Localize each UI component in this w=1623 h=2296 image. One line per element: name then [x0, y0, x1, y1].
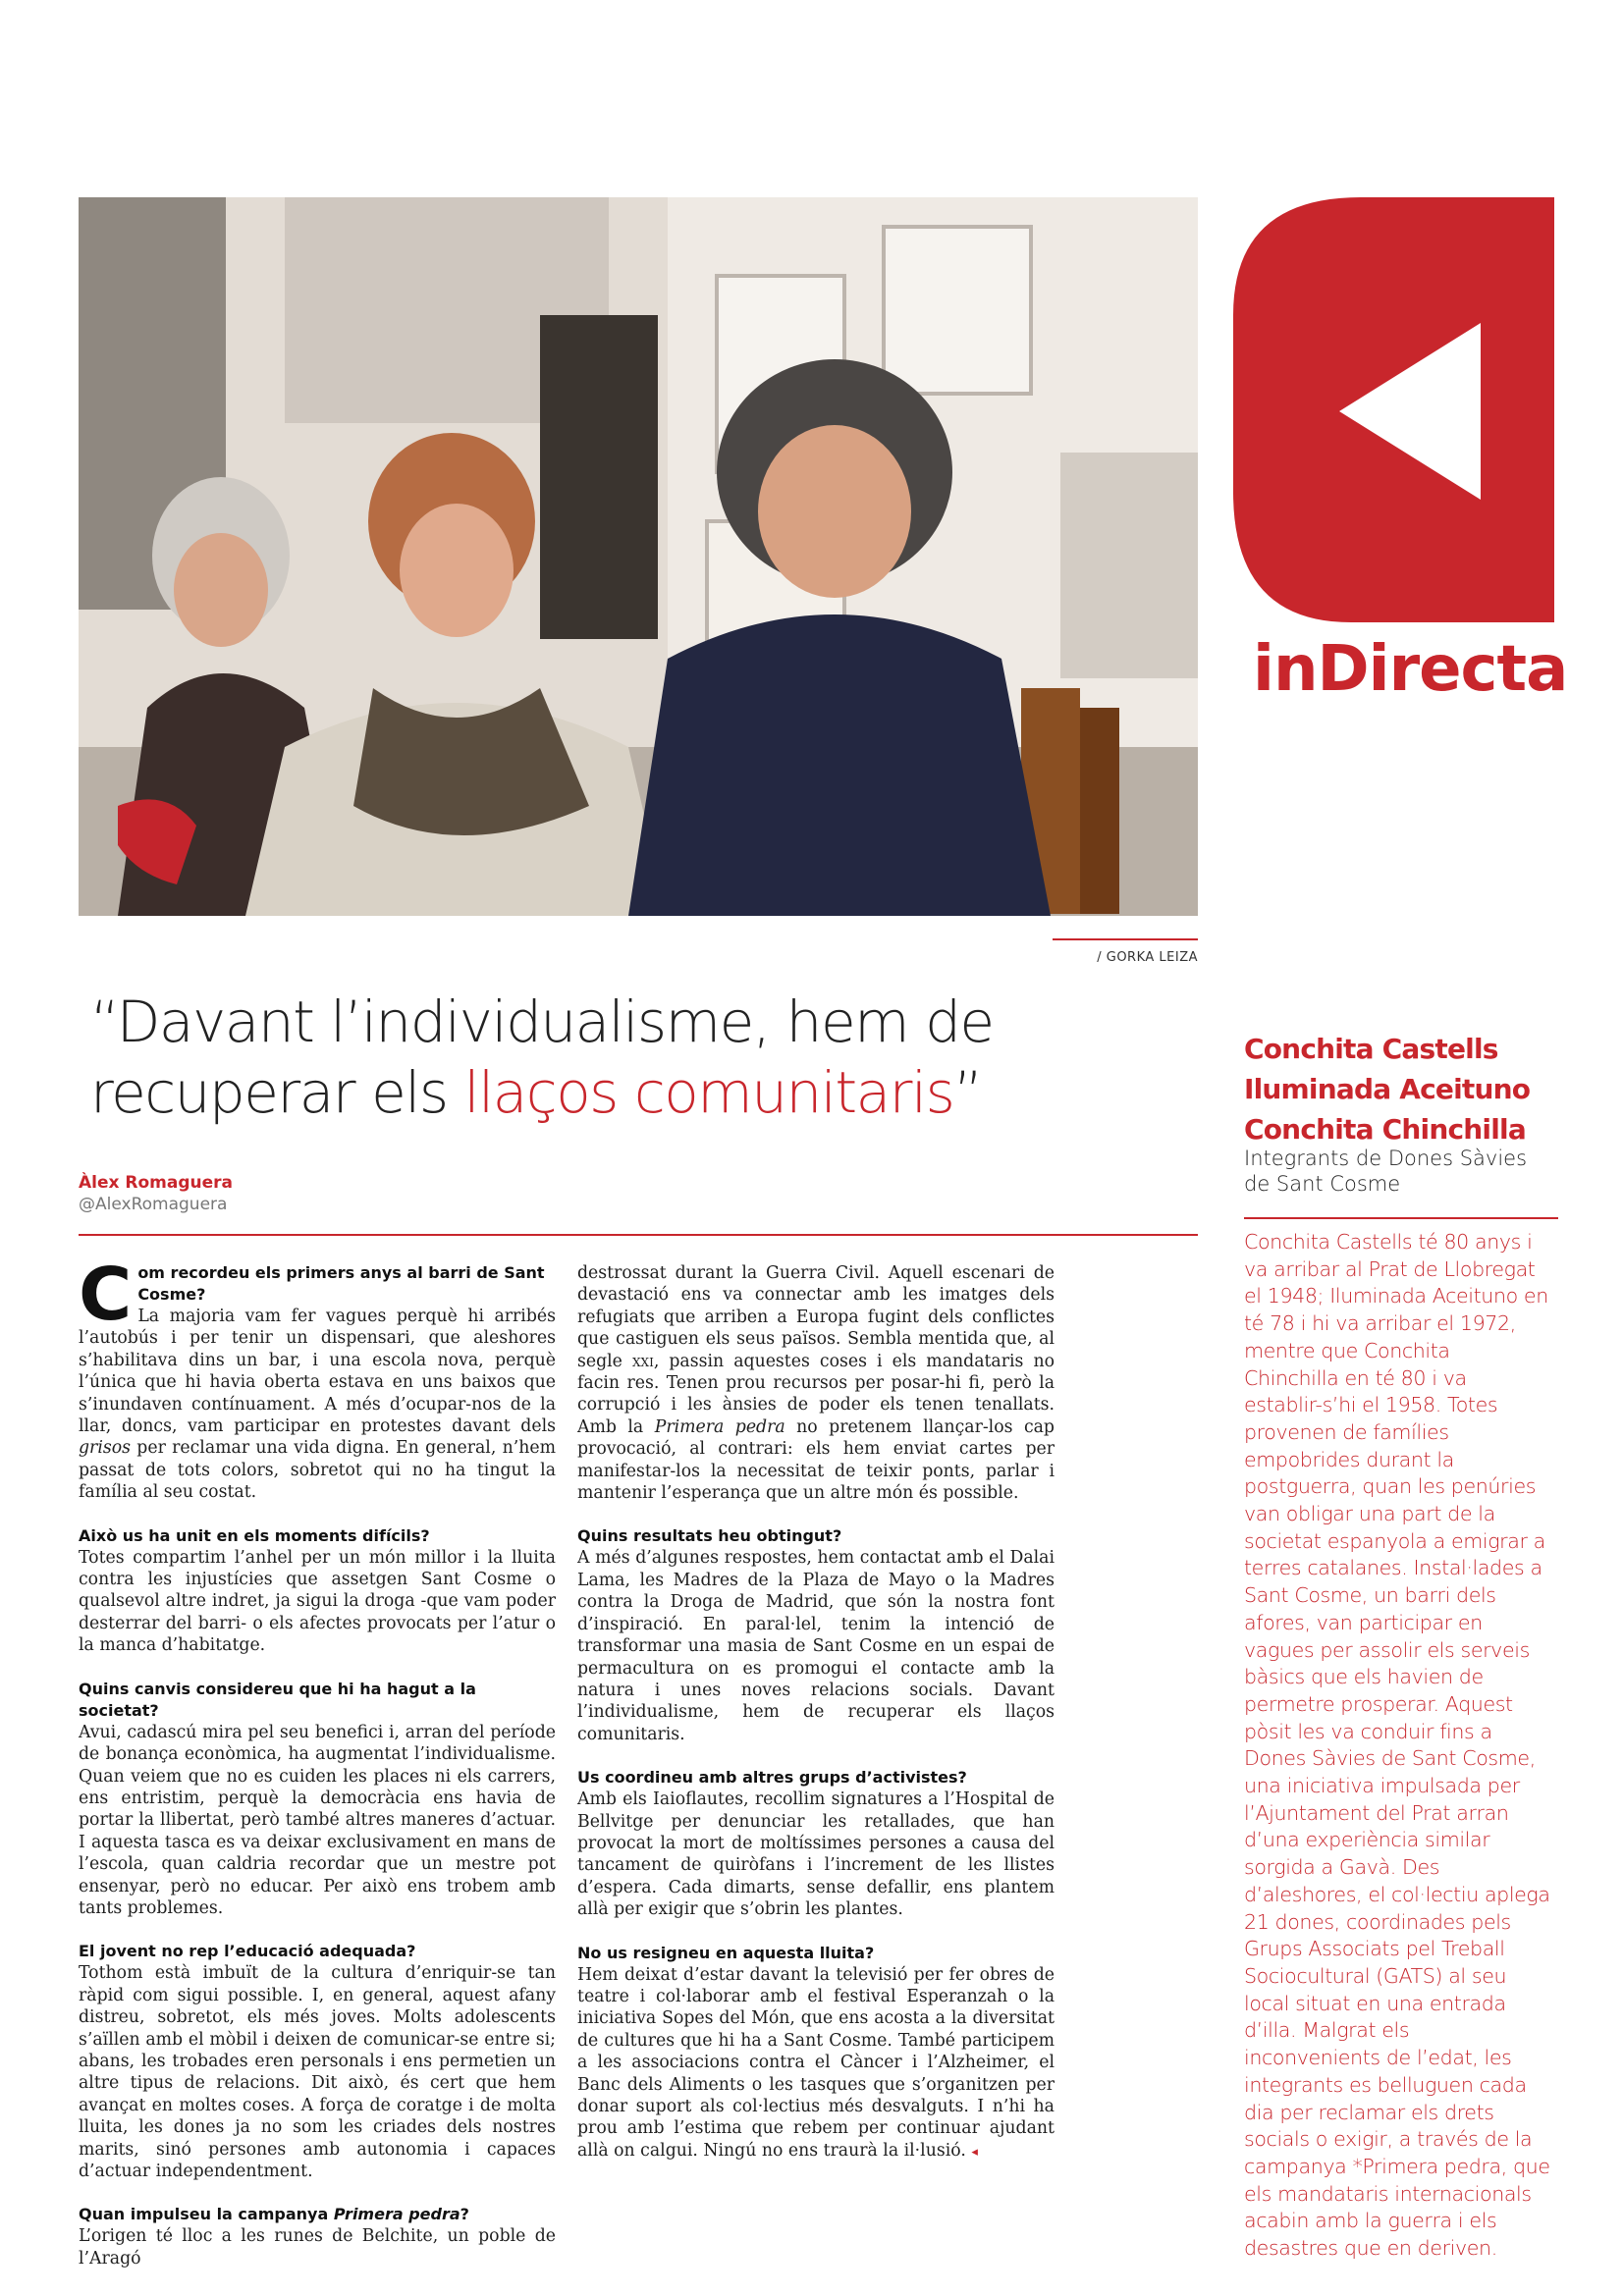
- article-photo: [79, 197, 1198, 916]
- answer-6: A més d’algunes respostes, hem contactat amb el Dalai Lama, les Madres de la Plaza de Mayo o la Madres contra la Droga de Madrid, que són la nostra font d’inspiració. En paral·lel, tenim la intenció de transformar una masia de Sant Cosme en un espai de permacultura on es promogui el contacte amb la natura i unes noves relacions socials. Davant l’individualisme, hem de recuperar els llaços comunitaris.: [577, 1548, 1055, 1744]
- question-1-text: om recordeu els primers anys al barri de Sant Cosme?: [137, 1263, 545, 1304]
- century-text: xxi: [631, 1351, 654, 1371]
- headline: [90, 987, 1072, 1128]
- question-3: Quins canvis considereu que hi ha hagut a la societat?: [79, 1679, 476, 1720]
- credit-rule: [1053, 938, 1198, 940]
- sidebar-name-1: Conchita Castells: [1244, 1033, 1498, 1065]
- headline-part2: ”: [953, 1059, 982, 1126]
- question-5: [79, 2204, 556, 2225]
- answer-4: Tothom està imbuït de la cultura d’enriquir-se tan ràpid com sigui possible. I, en general, aquest afany distreu, sobretot, els més joves. Molts adolescents s’aïllen amb el mòbil i deixen de comunicar-se entre si; abans, les trobades eren personals i ens permetien un altre tipus de relacions. Dit això, és cert que hem avançat en moltes coses. A força de coratge i de molta lluita, les dones ja no som les criades dels nostres marits, sinó persones amb autonomia i capaces d’actuar independentment.: [79, 1963, 556, 2181]
- photo-credit: / GORKA LEIZA: [1097, 950, 1198, 965]
- sidebar-name-2: Iluminada Aceituno: [1244, 1073, 1531, 1105]
- answer-1-end: per reclamar una vida digna. En general, n’hem passat de tots colors, sobretot qui no ha tingut la família al seu costat.: [79, 1438, 556, 1503]
- answer-2: Totes compartim l’anhel per un món millor i la lluita contra les injustícies que assetgen Sant Cosme o qualsevol altre indret, ja sigui la droga -que vam poder desterrar del barri- o els afectes provocats per l’atur o la manca d’habitatge.: [79, 1547, 556, 1656]
- question-5-italic: Primera pedra: [333, 2205, 460, 2224]
- answer-3: Avui, cadascú mira pel seu benefici i, arran del període de bonança econòmica, ha augmentat l’individualisme. Quan veiem que no es cuiden les places ni els carrers, ens entristim, perquè la democràcia ens havia de portar la llibertat, però també altres maneres d’actuar. I aquesta tasca es va deixar exclusivament en mans de l’escola, quan caldria recordar que un mestre pot ensenyar, però no educar. Per això ens trobem amb tants problemes.: [79, 1722, 556, 1918]
- drop-cap: C: [79, 1253, 133, 1337]
- answer-5-mid: , passin aquestes coses i els mandataris no facin res. Tenen prou recursos per posar-hi fi, però la corrupció i les ànsies de poder els tenen tenallats. Amb la: [577, 1351, 1055, 1437]
- question-6: Quins resultats heu obtingut?: [577, 1526, 842, 1546]
- question-8: No us resigneu en aquesta lluita?: [577, 1943, 875, 1962]
- answer-7: Amb els Iaioflautes, recollim signatures a l’Hospital de Bellvitge per denunciar les retallades, que han provocat la mort de moltíssimes persones a causa del tancament de quiròfans i l’increment de les llistes d’espera. Cada dimarts, sense defallir, ens plantem allà per exigir que s’obrin les plantes.: [577, 1789, 1055, 1920]
- question-1: [79, 1253, 556, 1337]
- answer-1-text: La majoria vam fer vagues perquè hi arribés l’autobús i per tenir un dispensari, que aleshores s’habilitava dins un bar, i una escola nova, perquè l’única que hi havia oberta estava en uns baixos que s’inundaven contínuament. A més d’ocupar-nos de la llar, doncs, vam participar en protestes davant dels: [79, 1307, 556, 1437]
- answer-5-italic: Primera pedra: [654, 1416, 785, 1437]
- article-column-2: [577, 1262, 1055, 2163]
- sidebar-rule: [1244, 1217, 1558, 1219]
- sidebar-subtitle: Integrants de Dones Sàvies de Sant Cosme: [1244, 1147, 1528, 1196]
- answer-1: [79, 1306, 556, 1504]
- answer-5-end: no pretenem llançar-los cap provocació, al contrari: els hem enviat cartes per manifestar-los la necessitat de teixir ponts, parlar i mantenir l’esperança que un altre món és possible.: [577, 1416, 1055, 1504]
- answer-8-text: Hem deixat d’estar davant la televisió per fer obres de teatre i col·laborar amb el festival Esperanzah o la iniciativa Sopes del Món, que ens acosta a la diversitat de cultures que hi ha a Sant Cosme. També participem a les associacions contra el Càncer i l’Alzheimer, el Banc dels Aliments o les tasques que s’organitzen per donar suport als col·lectius més desvalguts. I n’hi ha prou amb l’estima que rebem per continuar ajudant allà on calgui. Ningú no ens traurà la il·lusió.: [577, 1964, 1055, 2161]
- sidebar-bio: Conchita Castells té 80 anys i va arribar al Prat de Llobregat el 1948; Iluminada Aceituno en té 78 i hi va arribar el 1972, mentre que Conchita Chinchilla en té 80 i va establir-s’hi el 1958. Totes provenen de famílies empobrides durant la postguerra, quan les penúries van obligar una part de la societat espanyola a emigrar a terres catalanes. Instal·lades a Sant Cosme, un barri dels afores, van participar en vagues per assolir els serveis bàsics que els havien de permetre prosperar. Aquest pòsit les va conduir fins a Dones Sàvies de Sant Cosme, una iniciativa impulsada per l’Ajuntament del Prat arran d’una experiència similar sorgida a Gavà. Des d’aleshores, el col·lectiu aplega 21 dones, coordinades pels Grups Associats pel Treball Sociocultural (GATS) al seu local situat en una entrada d’illa. Malgrat els inconvenients de l’edat, les integrants es belluguen cada dia per reclamar els drets socials o exigir, a través de la campanya *Primera pedra, que els mandataris internacionals acabin amb la guerra i els desastres que en deriven.: [1244, 1230, 1550, 2261]
- section-rule: [79, 1234, 1198, 1236]
- brand-name: inDirecta: [1253, 633, 1568, 706]
- question-7: Us coordineu amb altres grups d’activistes?: [577, 1768, 967, 1788]
- answer-8: [577, 1964, 1055, 2164]
- headline-part1: “Davant l’individualisme, hem de recuperar els: [90, 988, 994, 1126]
- answer-5: destrossat durant la Guerra Civil. Aquell escenari de devastació ens va connectar amb les imatges dels refugiats que arriben a Europa fugint dels conflictes que castiguen els seus països. Sembla mentida que, al segle xxi, passin aquestes coses i els mandataris no facin res. Tenen prou recursos per posar-hi fi, però la corrupció i les ànsies de poder els tenen tenallats. Amb la Primera pedra no pretenem llançar-los cap provocació, al contrari: els hem enviat cartes per manifestar-los la necessitat de teixir ponts, parlar i mantenir l’esperança que un altre món és possible.: [577, 1263, 1055, 1504]
- answer-5-start: L’origen té lloc a les runes de Belchite, un poble de l’Aragó: [79, 2226, 556, 2269]
- sidebar-names: [1244, 1029, 1558, 1149]
- byline: [79, 1172, 233, 1215]
- photo-three-women-on-bench: [79, 197, 1198, 916]
- headline-highlight: llaços comunitaris: [463, 1059, 954, 1126]
- question-5-end: ?: [460, 2205, 469, 2224]
- sidebar-name-3: Conchita Chinchilla: [1244, 1113, 1526, 1146]
- answer-1-italic: grisos: [79, 1438, 131, 1459]
- question-2: Això us ha unit en els moments difícils?: [79, 1525, 430, 1545]
- play-back-triangle-icon: [1233, 197, 1554, 622]
- end-mark-icon: ◂: [971, 2144, 978, 2160]
- author-handle[interactable]: @AlexRomaguera: [79, 1195, 228, 1214]
- author-name: Àlex Romaguera: [79, 1173, 234, 1193]
- question-5-text: Quan impulseu la campanya: [79, 2205, 334, 2224]
- question-4: El jovent no rep l’educació adequada?: [79, 1942, 416, 1961]
- article-column-1: [79, 1253, 556, 2269]
